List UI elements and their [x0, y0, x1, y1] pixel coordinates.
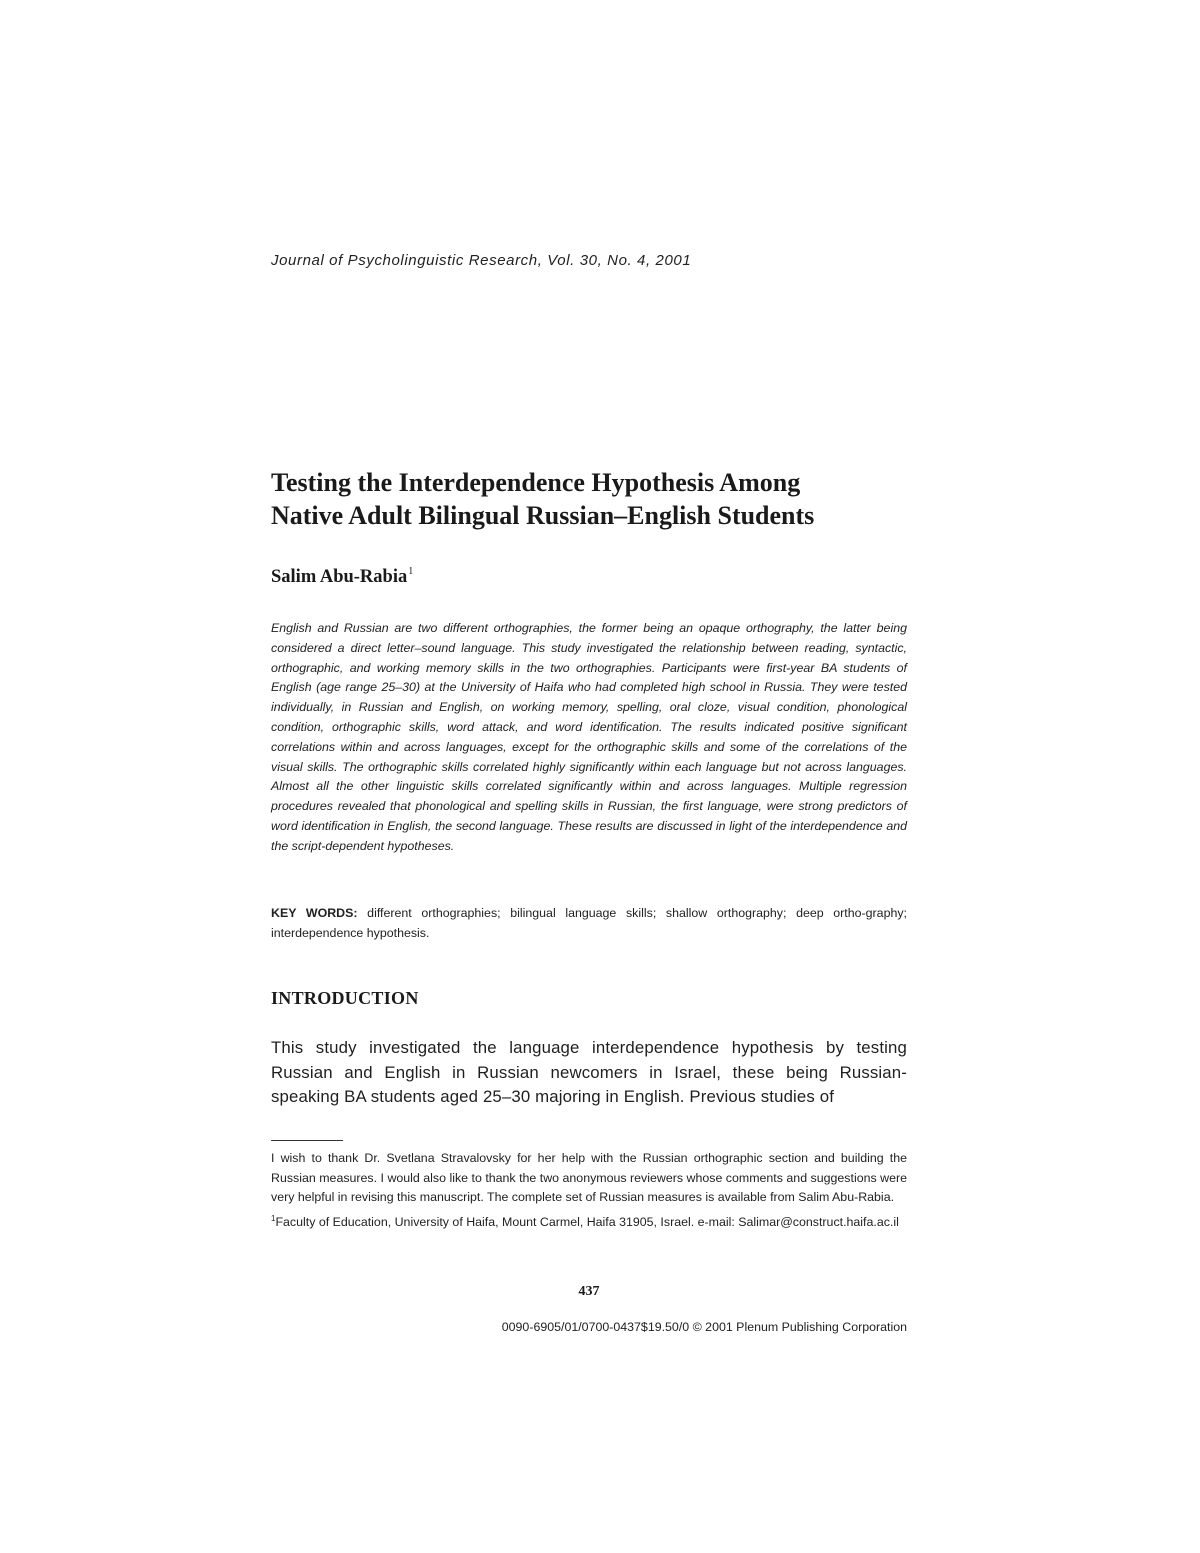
article-title-line-1: Testing the Interdependence Hypothesis Among — [271, 468, 801, 497]
article-title-line-2: Native Adult Bilingual Russian–English Students — [271, 501, 815, 530]
abstract — [271, 619, 907, 857]
footnote-affiliation — [271, 1209, 907, 1233]
footnote-acknowledgment: I wish to thank Dr. Svetlana Stravalovsky for her help with the Russian orthographic section and building the Russian measures. I would also like to thank the two anonymous reviewers whose comments and suggestions were very helpful in revising this manuscript. The complete set of Russian measures is available from Salim Abu-Rabia. — [271, 1151, 907, 1205]
abstract-text: English and Russian are two different orthographies, the former being an opaque orthography, the latter being considered a direct letter–sound language. This study investigated the relationship between reading, syntactic, orthographic, and working memory skills in the two orthographies. Participants were first-year BA students of English (age range 25–30) at the University of Haifa who had completed high school in Russia. They were tested individually, in Russian and English, on working memory, spelling, oral cloze, visual condition, phonological condition, orthographic skills, word attack, and word identification. The results indicated positive significant correlations within and across languages, except for the orthographic skills and some of the correlations of the visual skills. The orthographic skills correlated highly significantly within each language but not across languages. Almost all the other linguistic skills correlated significantly within and across languages. Multiple regression procedures revealed that phonological and spelling skills in Russian, the first language, were strong predictors of word identification in English, the second language. These results are discussed in light of the interdependence and the script-dependent hypotheses. — [271, 621, 907, 853]
article-title — [271, 466, 907, 532]
keywords — [271, 903, 907, 943]
copyright-line: 0090-6905/01/0700-0437$19.50/0 © 2001 Plenum Publishing Corporation — [501, 1320, 907, 1334]
keywords-label: KEY WORDS: — [271, 906, 358, 920]
footnote-divider — [271, 1140, 343, 1141]
page-number: 437 — [578, 1284, 600, 1299]
footnote-affiliation-marker: 1 — [271, 1213, 276, 1223]
author-name: Salim Abu-Rabia — [271, 567, 408, 587]
introduction-paragraph: This study investigated the language interdependence hypothesis by testing Russian and English in Russian newcomers in Israel, these being Russian-speaking BA students aged 25–30 majoring in English. Previous studies of — [271, 1038, 907, 1106]
introduction-body — [271, 1036, 907, 1110]
keywords-text: different orthographies; bilingual language skills; shallow orthography; deep ortho-graphy; interdependence hypothesis. — [271, 906, 907, 940]
author-footnote-marker: 1 — [408, 566, 414, 577]
footnote-affiliation-text: Faculty of Education, University of Haifa, Mount Carmel, Haifa 31905, Israel. e-mail: Salimar@construct.haifa.ac.il — [275, 1214, 899, 1229]
journal-citation: Journal of Psycholinguistic Research, Vol. 30, No. 4, 2001 — [271, 252, 692, 269]
footnotes — [271, 1149, 907, 1232]
section-heading-introduction: INTRODUCTION — [271, 988, 419, 1008]
author-line — [271, 566, 907, 588]
keywords-paragraph — [271, 903, 907, 943]
